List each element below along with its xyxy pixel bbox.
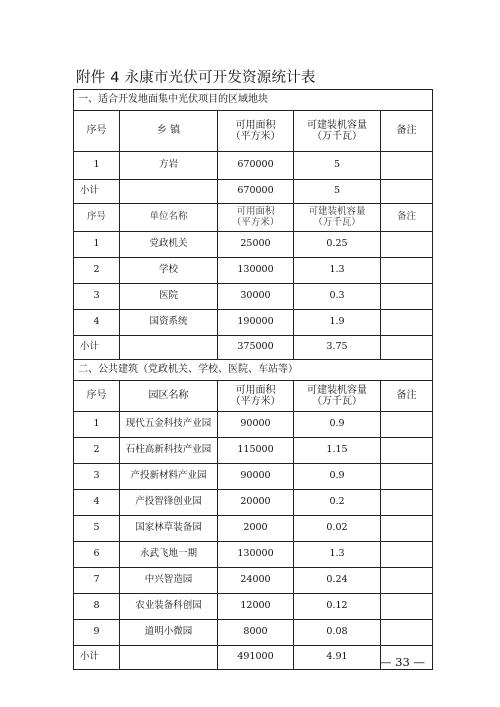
header-capacity: 可建装机容量 （万千瓦） — [294, 381, 381, 412]
cell-seq: 8 — [74, 594, 120, 620]
header-name: 园区名称 — [120, 381, 218, 412]
section-title-row — [74, 90, 433, 111]
cell-capacity: 0.24 — [294, 568, 381, 594]
cell-area: 670000 — [218, 152, 294, 180]
subtotal-row — [74, 180, 433, 204]
cell-area: 130000 — [218, 542, 294, 568]
cell-remark — [381, 310, 433, 336]
subtotal-area: 375000 — [218, 336, 294, 360]
cell-capacity: 0.9 — [294, 464, 381, 490]
section-title: 一、适合开发地面集中光伏项目的区域地块 — [74, 90, 433, 111]
cell-seq: 6 — [74, 542, 120, 568]
cell-seq: 9 — [74, 620, 120, 646]
subtotal-area: 670000 — [218, 180, 294, 204]
cell-remark — [381, 284, 433, 310]
header-seq: 序号 — [74, 204, 120, 232]
subtotal-remark — [381, 180, 433, 204]
cell-capacity: 1.3 — [294, 542, 381, 568]
table-row — [74, 464, 433, 490]
cell-name: 医院 — [120, 284, 218, 310]
subtotal-label: 小计 — [74, 180, 120, 204]
table-row — [74, 490, 433, 516]
cell-capacity: 0.25 — [294, 232, 381, 258]
cell-remark — [381, 152, 433, 180]
cell-name: 党政机关 — [120, 232, 218, 258]
cell-area: 130000 — [218, 258, 294, 284]
header-capacity: 可建装机容量 （万千瓦） — [294, 204, 381, 232]
cell-seq: 1 — [74, 412, 120, 438]
cell-name: 方岩 — [120, 152, 218, 180]
cell-seq: 5 — [74, 516, 120, 542]
cell-capacity: 0.12 — [294, 594, 381, 620]
header-seq: 序号 — [74, 111, 120, 152]
table-header-row — [74, 111, 433, 152]
cell-remark — [381, 542, 433, 568]
table-header-row — [74, 204, 433, 232]
table-row — [74, 620, 433, 646]
cell-area: 8000 — [218, 620, 294, 646]
cell-seq: 3 — [74, 284, 120, 310]
cell-area: 25000 — [218, 232, 294, 258]
subtotal-row — [74, 646, 433, 670]
table-row — [74, 310, 433, 336]
header-name: 单位名称 — [120, 204, 218, 232]
subtotal-name — [120, 180, 218, 204]
cell-area: 90000 — [218, 464, 294, 490]
cell-name: 国资系统 — [120, 310, 218, 336]
cell-remark — [381, 620, 433, 646]
section-title-row — [74, 360, 433, 381]
subtotal-name — [120, 336, 218, 360]
cell-area: 2000 — [218, 516, 294, 542]
subtotal-remark — [381, 336, 433, 360]
header-remark: 备注 — [381, 204, 433, 232]
subtotal-capacity: 3.75 — [294, 336, 381, 360]
cell-area: 190000 — [218, 310, 294, 336]
page-title: 附件 4 永康市光伏可开发资源统计表 — [76, 70, 316, 86]
cell-area: 30000 — [218, 284, 294, 310]
subtotal-area: 491000 — [218, 646, 294, 670]
cell-remark — [381, 464, 433, 490]
subtotal-capacity: 5 — [294, 180, 381, 204]
header-remark: 备注 — [381, 381, 433, 412]
cell-name: 产投新材料产业园 — [120, 464, 218, 490]
header-capacity: 可建装机容量 （万千瓦） — [294, 111, 381, 152]
section-title: 二、公共建筑（党政机关、学校、医院、车站等） — [74, 360, 433, 381]
cell-area: 20000 — [218, 490, 294, 516]
cell-remark — [381, 594, 433, 620]
cell-seq: 4 — [74, 310, 120, 336]
subtotal-capacity: 4.91 — [294, 646, 381, 670]
cell-area: 24000 — [218, 568, 294, 594]
cell-seq: 1 — [74, 232, 120, 258]
cell-capacity: 0.3 — [294, 284, 381, 310]
page-number: — 33 — — [380, 655, 425, 669]
cell-remark — [381, 568, 433, 594]
header-area: 可用面积 （平方米） — [218, 111, 294, 152]
header-name: 乡 镇 — [120, 111, 218, 152]
cell-name: 国家林草装备园 — [120, 516, 218, 542]
cell-area: 90000 — [218, 412, 294, 438]
cell-capacity: 0.08 — [294, 620, 381, 646]
cell-name: 产投智锋创业园 — [120, 490, 218, 516]
table-row — [74, 412, 433, 438]
cell-area: 12000 — [218, 594, 294, 620]
subtotal-row — [74, 336, 433, 360]
cell-remark — [381, 232, 433, 258]
resource-table — [73, 89, 433, 670]
table-row — [74, 152, 433, 180]
cell-capacity: 0.2 — [294, 490, 381, 516]
cell-name: 现代五金科技产业园 — [120, 412, 218, 438]
cell-name: 中兴智造园 — [120, 568, 218, 594]
cell-name: 永武飞地一期 — [120, 542, 218, 568]
cell-seq: 7 — [74, 568, 120, 594]
cell-capacity: 1.9 — [294, 310, 381, 336]
cell-capacity: 0.9 — [294, 412, 381, 438]
table-row — [74, 542, 433, 568]
header-seq: 序号 — [74, 381, 120, 412]
cell-seq: 1 — [74, 152, 120, 180]
cell-remark — [381, 438, 433, 464]
cell-name: 石柱高新科技产业园 — [120, 438, 218, 464]
table-row — [74, 284, 433, 310]
cell-remark — [381, 490, 433, 516]
cell-capacity: 0.02 — [294, 516, 381, 542]
cell-seq: 2 — [74, 438, 120, 464]
table-row — [74, 232, 433, 258]
table-row — [74, 258, 433, 284]
table-row — [74, 568, 433, 594]
cell-name: 道明小微园 — [120, 620, 218, 646]
cell-remark — [381, 412, 433, 438]
cell-capacity: 1.15 — [294, 438, 381, 464]
header-remark: 备注 — [381, 111, 433, 152]
subtotal-name — [120, 646, 218, 670]
cell-area: 115000 — [218, 438, 294, 464]
cell-seq: 2 — [74, 258, 120, 284]
cell-remark — [381, 258, 433, 284]
header-area: 可用面积 （平方米） — [218, 381, 294, 412]
cell-capacity: 5 — [294, 152, 381, 180]
subtotal-label: 小计 — [74, 336, 120, 360]
cell-capacity: 1.3 — [294, 258, 381, 284]
cell-name: 农业装备科创园 — [120, 594, 218, 620]
cell-seq: 4 — [74, 490, 120, 516]
table-header-row — [74, 381, 433, 412]
table-row — [74, 438, 433, 464]
table-row — [74, 594, 433, 620]
cell-name: 学校 — [120, 258, 218, 284]
cell-seq: 3 — [74, 464, 120, 490]
cell-remark — [381, 516, 433, 542]
header-area: 可用面积 （平方米） — [218, 204, 294, 232]
table-row — [74, 516, 433, 542]
subtotal-label: 小计 — [74, 646, 120, 670]
